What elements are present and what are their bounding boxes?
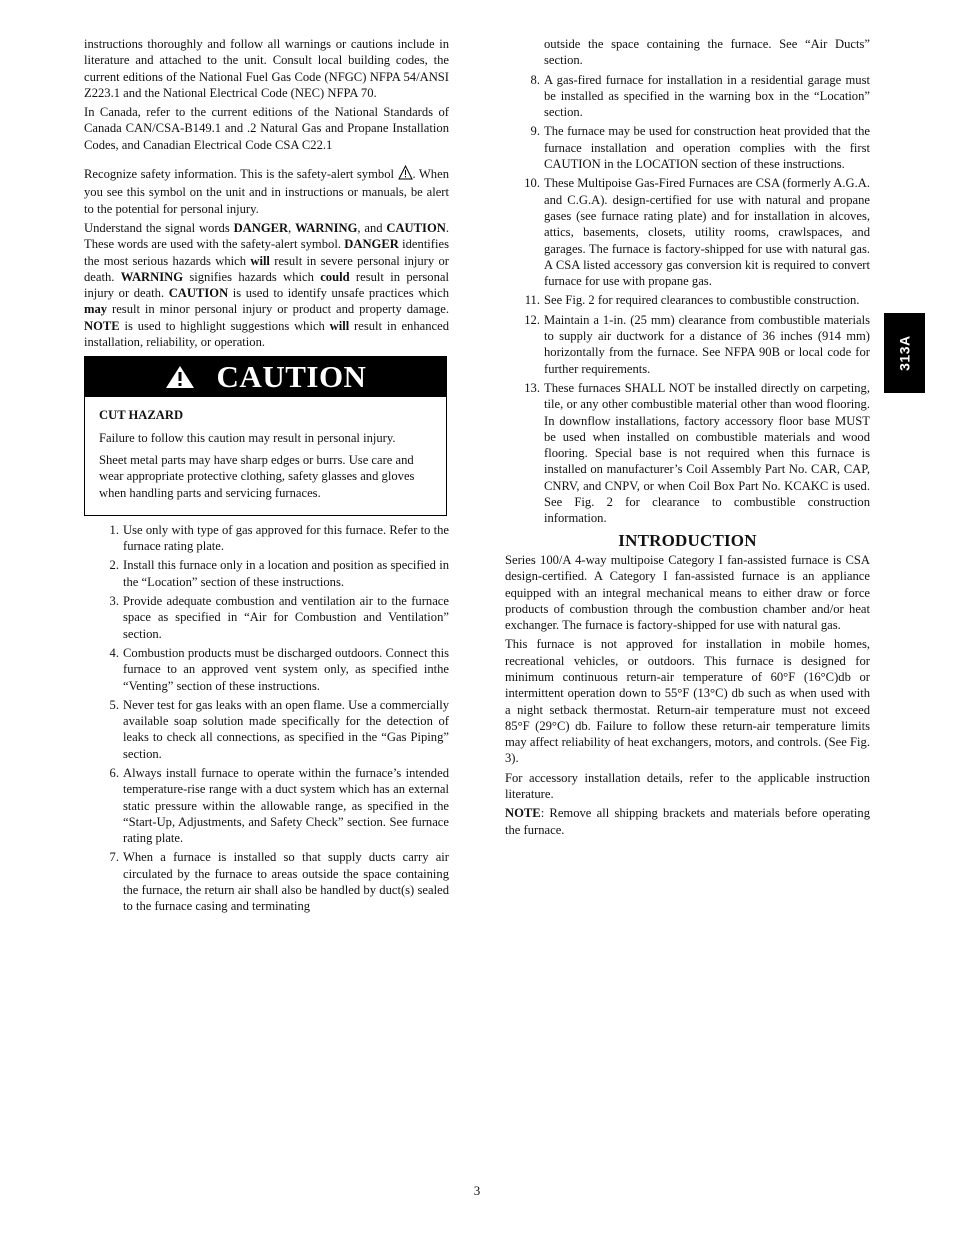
left-column bbox=[84, 36, 449, 918]
list-item: 5. Never test for gas leaks with an open flame. Use a commercially available soap solution made specifically for the detection of leaks to check all connections, as specified in the “Gas Piping” section. bbox=[109, 697, 449, 761]
list-item: 3. Provide adequate combustion and ventilation air to the furnace space as specified in “Air for Combustion and Ventilation” section. bbox=[109, 594, 449, 641]
right-column bbox=[505, 36, 870, 841]
signal-words-paragraph: Understand the signal words DANGER, WARNING, and CAUTION. These words are used with the safety‑alert symbol. DANGER identifies the most serious hazards which will result in severe personal injury or death. WARNING signifies hazards which could result in personal injury or death. CAUTION is used to identify unsafe practices which may result in minor personal injury or product and property damage. NOTE is used to highlight suggestions which will result in enhanced installation, reliability, or operation. bbox=[84, 220, 449, 350]
note-paragraph: NOTE: Remove all shipping brackets and materials before operating the furnace. bbox=[505, 806, 870, 837]
requirements-list-left bbox=[84, 522, 449, 915]
caution-text-2: Sheet metal parts may have sharp edges or burrs. Use care and wear appropriate protective clothing, safety glasses and gloves when handling parts and servicing furnaces. bbox=[99, 452, 415, 500]
introduction-paragraph-2: This furnace is not approved for installation in mobile homes, recreational vehicles, or outdoors. This furnace is designed for minimum continuous return‑air temperature of 60°F (16°C)db or intermittent operation down to 55°F (13°C) db such as when used with a night setback thermostat. Return‑air temperature must not exceed 85°F (29°C) db. Failure to follow these return‑air temperature limits may affect reliability of heat exchangers, motors, and controls. (See Fig. 3). bbox=[505, 637, 870, 766]
requirements-list-right bbox=[505, 72, 870, 527]
section-side-tab: 313A bbox=[884, 313, 925, 393]
canada-codes-paragraph: In Canada, refer to the current editions of the National Standards of Canada CAN/CSA‑B149.1 and .2 Natural Gas and Propane Installation Codes, and Canadian Electrical Code CSA C22.1 bbox=[84, 105, 449, 152]
introduction-heading: INTRODUCTION bbox=[618, 530, 757, 550]
list-item: 1. Use only with type of gas approved for this furnace. Refer to the furnace rating plate. bbox=[109, 522, 449, 554]
list-item: 12. Maintain a 1‑in. (25 mm) clearance from combustible materials to supply air ductwork for a distance of 36 inches (914 mm) horizontally from the furnace. See NFPA 90B or local code for further requirements. bbox=[524, 312, 870, 376]
list-item-7-continued: outside the space containing the furnace. See “Air Ducts” section. bbox=[544, 37, 870, 68]
safety-alert-icon bbox=[398, 165, 413, 184]
hazard-title: CUT HAZARD bbox=[99, 408, 184, 423]
caution-box bbox=[84, 356, 447, 515]
list-item: 10. These Multipoise Gas‑Fired Furnaces are CSA (formerly A.G.A. and C.G.A). design‑certified for use with natural and propane gases (see furnace rating plate) and for installation in alcoves, attics, basements, closets, utility rooms, crawlspaces, and garages. The furnace is factory‑shipped for use with natural gas. A CSA listed accessory gas conversion kit is required to convert furnace for use with propane gas. bbox=[524, 176, 870, 289]
list-item: 2. Install this furnace only in a location and position as specified in the “Location” section of these instructions. bbox=[109, 558, 449, 589]
introduction-paragraph-1: Series 100/A 4‑way multipoise Category I fan‑assisted furnace is CSA design‑certified. A Category I fan‑assisted furnace is an appliance equipped with an integral mechanical means to either draw or force products of combustion through the combustion chamber and/or heat exchanger. The furnace is factory‑shipped for use with natural gas. bbox=[505, 552, 870, 633]
list-item: 6. Always install furnace to operate within the furnace’s intended temperature‑rise range with a duct system which has an external static pressure within the allowable range, as specified in the “Start‑Up, Adjustments, and Safety Check” section. See furnace rating plate. bbox=[109, 765, 449, 846]
list-item: 4. Combustion products must be discharged outdoors. Connect this furnace to an approved vent system only, as specified inthe “Venting” section of these instructions. bbox=[109, 645, 449, 693]
caution-title: CAUTION bbox=[216, 359, 367, 395]
introduction-paragraph-3: For accessory installation details, refer to the applicable instruction literature. bbox=[505, 770, 870, 802]
list-item: 9. The furnace may be used for construction heat provided that the furnace installation and operation complies with the first CAUTION in the LOCATION section of these instructions. bbox=[530, 124, 870, 172]
caution-header bbox=[85, 357, 446, 397]
intro-paragraph-1: instructions thoroughly and follow all warnings or cautions include in literature and attached to the unit. Consult local building codes, the current editions of the National Fuel Gas Code (NFGC) NFPA 54/ANSI Z223.1 and the National Electrical Code (NEC) NFPA 70. bbox=[84, 37, 449, 100]
list-item: 7. When a furnace is installed so that supply ducts carry air circulated by the furnace to areas outside the space containing the furnace, the return air shall also be handled by duct(s) sealed to the furnace casing and terminating bbox=[109, 850, 449, 914]
list-item: 11. See Fig. 2 for required clearances to combustible construction. bbox=[524, 293, 860, 308]
page-number: 3 bbox=[473, 1183, 481, 1198]
list-item: 8. A gas‑fired furnace for installation in a residential garage must be installed as specified in the warning box in the “Location” section. bbox=[530, 72, 870, 120]
warning-triangle-icon bbox=[165, 365, 195, 389]
safety-alert-paragraph: Recognize safety information. This is the safety‑alert symbol . When you see this symbol on the unit and in instructions or manuals, be alert to the potential for personal injury. bbox=[84, 167, 449, 216]
caution-text-1: Failure to follow this caution may result in personal injury. bbox=[99, 430, 396, 445]
list-item: 13. These furnaces SHALL NOT be installed directly on carpeting, tile, or any other combustible material other than wood flooring. In downflow installations, factory accessory floor base MUST be used when installed on combustible materials and wood flooring. Special base is not required when this furnace is installed on manufacturer’s Coil Assembly Part No. CAR, CAP, CNRV, and CNPV, or when Coil Box Part No. KCAKC is used. See Fig. 2 for clearance to combustible construction information. bbox=[524, 380, 870, 526]
